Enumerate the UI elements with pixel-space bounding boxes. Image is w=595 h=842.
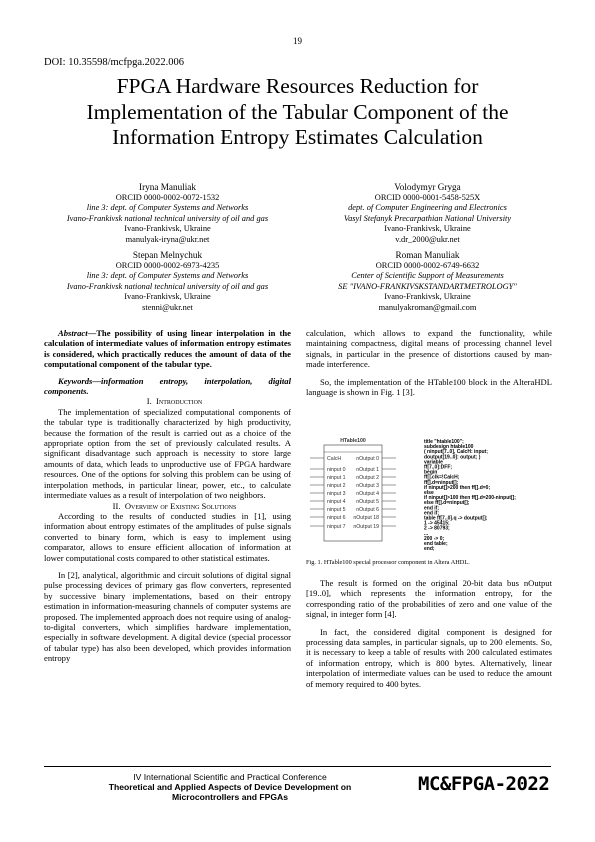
input-pin-label: ninput 0	[327, 466, 346, 473]
figure-htable100	[306, 438, 556, 553]
author-name: Iryna Manuliak	[139, 182, 196, 192]
footer-rule	[44, 766, 551, 767]
author-block	[304, 250, 551, 314]
code-line: end table;	[424, 541, 448, 547]
block-title: HTable100	[340, 438, 366, 444]
code-line: end if;	[424, 505, 439, 512]
keywords-label: Keywords	[58, 375, 93, 386]
author-name: Stepan Melnychuk	[132, 250, 203, 260]
author-city: Ivano-Frankivsk, Ukraine	[124, 292, 211, 302]
doi: DOI: 10.35598/mcfpga.2022.006	[44, 57, 184, 68]
author-block	[304, 182, 551, 246]
code-line: 200 -> 0;	[424, 535, 445, 542]
output-pin-label: nOutput 19	[353, 523, 379, 530]
author-dept: dept. of Computer Engineering and Electronics	[348, 203, 507, 213]
paragraph: calculation, which allows to expand the functionality, while maintaining compactness, digital means of processing channel level signals, in particular in the presence of distortions caused by man-made interference.	[306, 328, 552, 370]
code-line: ...	[424, 530, 429, 537]
paper-title	[40, 74, 555, 151]
left-column	[44, 328, 291, 664]
author-orcid: ORCID 0000-0002-6973-4235	[115, 260, 220, 270]
input-pin-label: ninput 3	[327, 490, 346, 497]
title-line: Implementation of the Tabular Component of the	[86, 99, 509, 124]
author-email: manulyakroman@gmail.com	[378, 302, 477, 312]
conference-title: Microcontrollers and FPGAs	[171, 792, 289, 803]
author-dept: Center of Scientific Support of Measurements	[351, 271, 504, 281]
section-title: Overview of Existing Solutions	[124, 500, 237, 511]
code-line: ff[7..0]:DFF;	[424, 464, 453, 471]
code-line: if ninput[]>100 then ff[].d=200-ninput[];	[424, 495, 516, 502]
author-orcid: ORCID 0000-0002-0072-1532	[115, 192, 220, 202]
conference-info	[60, 772, 400, 803]
right-column-lower	[306, 578, 552, 689]
code-line: if ninput[]>200 then ff[].d=0;	[424, 484, 491, 491]
paragraph: The result is formed on the original 20-bit data bus nOutput [19..0], which represents the information entropy, for the corresponding ratio of the probabilities of zero and one value of the signal, in integer form [4].	[306, 578, 552, 620]
output-pin-label: nOutput 3	[356, 482, 379, 489]
author-orcid: ORCID 0000-0001-5458-525X	[374, 192, 481, 202]
output-pin-label: nOutput 6	[356, 506, 379, 513]
author-affiliation: Ivano-Frankivsk national technical university of oil and gas	[66, 281, 269, 291]
paragraph: So, the implementation of the HTable100 block in the AlteraHDL language is shown in Fig. 1 [3].	[306, 376, 552, 398]
code-line: ff[].d=ninput[];	[424, 479, 459, 486]
author-affiliation: Vasyl Stefanyk Precarpathian National University	[343, 213, 512, 223]
conference-title: Theoretical and Applied Aspects of Device Development on	[108, 782, 352, 793]
author-email: v.dr_2000@ukr.net	[395, 234, 460, 244]
title-line: FPGA Hardware Resources Reduction for	[116, 74, 479, 98]
conference-logo: MC&FPGA-2022	[418, 773, 550, 795]
author-dept: line 3: dept. of Computer Systems and Networks	[86, 271, 249, 281]
author-dept: line 3: dept. of Computer Systems and Networks	[86, 203, 249, 213]
paragraph: According to the results of conducted studies in [1], using information about entropy estimates of the amplitudes of pulse signals converted to binary form, which is easy to implement using comparator, allows to ensure efficient allocation of information at lower computational costs compared to other statistical estimates.	[44, 510, 291, 563]
input-pin-label: ninput 1	[327, 474, 346, 481]
conference-line	[60, 782, 400, 792]
author-orcid: ORCID 0000-0002-6749-6632	[375, 260, 480, 270]
code-line: else ff[].d=ninput[];	[424, 500, 470, 507]
output-pin-label: nOutput 0	[356, 455, 379, 462]
abstract	[44, 328, 291, 370]
code-line: table ff[7..0].q -> doutput[];	[424, 515, 488, 522]
output-pin-label: nOutput 1	[356, 466, 379, 473]
code-line: else	[424, 490, 434, 496]
input-pin-label: ninput 5	[327, 506, 346, 513]
code-line: end;	[424, 546, 435, 553]
keywords	[44, 376, 291, 397]
code-line: subdesign htable100	[424, 444, 474, 451]
section-number: I.	[146, 396, 152, 407]
paragraph: In fact, the considered digital component is designed for processing data samples, in particular signals, up to 200 elements. So, it is necessary to keep a table of results with 200 calculated estimates of information entropy, which is 800 bytes. Alternatively, linear interpolation of intermediate values can be used to reduce the amount of memory required to 400 bytes.	[306, 626, 552, 689]
input-pin-label: ninput 2	[327, 482, 346, 489]
figure-caption: Fig. 1. HTable100 special processor component in Altera AHDL.	[306, 559, 470, 566]
output-pin-label: nOutput 2	[356, 474, 379, 481]
author-email: stenni@ukr.net	[142, 302, 193, 312]
author-affiliation: Ivano-Frankivsk national technical university of oil and gas	[66, 213, 269, 223]
output-pin-label: nOutput 5	[356, 498, 379, 505]
abstract-text: —The possibility of using linear interpolation in the calculation of intermediate values of information entropy estimates is considered, which practically reduces the amount of data of the computational component of the tabular type.	[44, 328, 291, 370]
title-line: Information Entropy Estimates Calculation	[112, 125, 483, 149]
section-title: Introduction	[156, 396, 203, 407]
author-city: Ivano-Frankivsk, Ukraine	[124, 224, 211, 234]
right-column	[306, 328, 552, 397]
author-email: manulyak-iryna@ukr.net	[125, 234, 210, 244]
author-city: Ivano-Frankivsk, Ukraine	[384, 292, 471, 302]
code-line: ( ninput[7..0], CalcH: input;	[424, 449, 488, 456]
author-name: Volodymyr Gryga	[394, 182, 461, 192]
code-line: 2 -> 80793;	[424, 525, 450, 532]
author-affiliation: SE "IVANO-FRANKIVSKSTANDARTMETROLOGY"	[338, 281, 517, 291]
conference-line: IV International Scientific and Practical Conference	[133, 772, 327, 782]
code-line: title "htable100";	[424, 439, 464, 445]
conference-line	[60, 792, 400, 802]
code-line: 1 -> 45415;	[424, 520, 450, 527]
input-pin-label: ninput 6	[327, 514, 346, 521]
input-pin-label: CalcH	[327, 455, 342, 462]
output-pin-label: nOutput 4	[356, 490, 379, 497]
section-number: II.	[112, 500, 121, 511]
code-line: end if;	[424, 510, 439, 517]
author-city: Ivano-Frankivsk, Ukraine	[384, 224, 471, 234]
keywords-text: —information entropy, interpolation, digital components.	[44, 375, 291, 397]
output-pin-label: nOutput 18	[353, 514, 379, 521]
author-name: Roman Manuliak	[395, 250, 460, 260]
code-line: doutput[19..0]: output; )	[424, 454, 481, 461]
section-heading	[44, 501, 291, 511]
author-block	[44, 250, 291, 314]
abstract-label: Abstract	[58, 328, 88, 338]
paragraph: In [2], analytical, algorithmic and circuit solutions of digital signal pulse processing devices of primary gas flow converters, represented by successive binary implementations, based on their entropy estimation in information-measuring channels of computer systems are proposed. The implemented approach does not require using of analog-to-digital converters, which simplifies hardware implementation, especially in software development. A digital device (special processor of tabular type) has also been developed, which provides information entropy	[44, 569, 291, 664]
author-block	[44, 182, 291, 246]
paragraph: The implementation of specialized computational components of the tabular type is traditionally characterized by high productivity, because the formation of the result is carried out as a choice of the appropriate option from the set of previously calculated results. A significant disadvantage such approach is necessity to store large amounts of data, which leads to unproductive use of FPGA hardware resources. One of the options for solving this problem can be using of interpolation methods, in particular linear, power, etc., to calculate intermediate values as a result of interpolation of two neighbors.	[44, 406, 291, 501]
input-pin-label: ninput 4	[327, 498, 346, 505]
code-line: variable	[424, 459, 443, 466]
code-line: begin	[424, 469, 438, 476]
section-heading	[44, 396, 291, 406]
page-number: 19	[293, 36, 302, 46]
input-pin-label: ninput 7	[327, 523, 346, 530]
code-line: ff[].clk=!CalcH;	[424, 474, 460, 481]
